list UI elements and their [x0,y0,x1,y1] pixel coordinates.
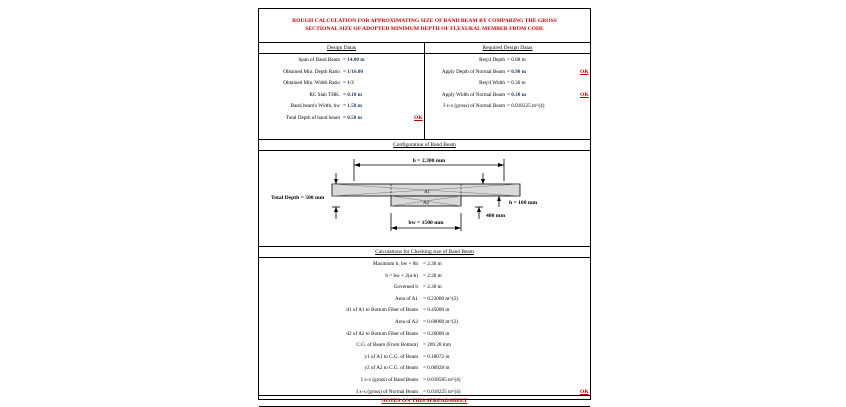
design-row [259,113,424,125]
required-value: = 0.30 m [507,91,526,98]
design-datas-header: Design Datas [259,43,424,54]
calc-label: Maximum b, bw + 8h [372,261,418,267]
design-value: = 0.10 m [343,91,362,98]
required-value: = 0.018225 m^(4) [507,103,545,110]
required-label: Apply Depth of Normal Beam [441,68,505,75]
bw-arrow-right [455,226,461,230]
calc-label: b = bw + 2(a-h) [385,272,418,279]
title-line-1: ROUGH CALCULATION FOR APPROXIMATING SIZE OF BAND BEAM BY COMPARING THE GROSS [292,17,557,24]
sheet-title [259,9,590,43]
h-arrowhead-bottom [497,196,501,201]
required-datas-header: Required Design Datas [425,43,590,54]
web-depth-label: 400 mm [486,213,506,219]
total-depth-arrowhead-bottom [334,207,338,212]
normal-depth-ok-flag: OK [580,68,589,75]
spreadsheet-sheet [258,8,591,404]
required-row [425,55,590,67]
calc-row [259,375,590,387]
required-label: Req'd Width [479,80,505,87]
configuration-header: Configuration of Band Beam [259,140,590,151]
bw-label: bw = 1500 mm [408,220,444,226]
calc-row [259,317,590,329]
total-depth-arrowhead-top [334,179,338,184]
inertia-ok-flag: OK [580,388,589,395]
calc-value: = 2.30 m [423,272,442,279]
design-row [259,67,424,79]
required-value: = 0.88 m [507,57,526,63]
required-row [425,90,590,102]
required-value: = 0.90 m [507,68,526,75]
design-data-section [259,43,590,140]
calc-label: I x-x (gross) of Band Beam [361,376,418,383]
calc-value: = 2.30 m [423,284,442,291]
design-label: Obtained Min. Width Ratio [283,80,340,87]
calc-row [259,329,590,341]
calc-row [259,387,590,399]
design-row [259,90,424,102]
calc-label: y1 of A1 to C.G. of Beam [364,353,418,360]
design-row [259,78,424,90]
calc-value: = 0.018225 m^(4) [423,388,461,395]
calc-label: C.G. of Beam (From Bottom) [356,342,418,349]
depth-ok-flag: OK [414,114,423,121]
calc-value: = 0.018585 m^(4) [423,376,461,383]
total-depth-label: Total Depth = 500 mm [271,195,325,201]
required-label: Apply Width of Normal Beam [441,91,505,98]
bw-arrow-left [391,226,397,230]
notes-header: NOTES ON THIS SPREADSHEET [259,396,590,407]
a1-label: A1 [423,190,431,195]
required-row [425,78,590,90]
design-row [259,101,424,113]
design-value: = 14.00 m [343,57,365,63]
h-arrowhead-top [481,179,485,184]
design-datas-panel [259,43,425,139]
required-row [425,101,590,113]
design-row [259,55,424,67]
calc-label: Governed b [393,284,418,291]
calc-value: = 0.20000 m [423,330,450,337]
calc-row [259,305,590,317]
required-label: I x-x (gross) of Normal Beam [443,103,505,110]
calc-label: I x-x (gross) of Normal Beam [356,388,418,395]
calc-label: Area of A2 [394,318,418,325]
h-label: h = 100 mm [509,200,538,206]
normal-width-ok-flag: OK [580,91,589,98]
b-label: b = 2,300 mm [412,158,446,164]
design-label: Total Depth of band beam [285,114,340,121]
calc-value: = 0.45000 m [423,307,450,314]
design-value: = 1/16.00 [343,68,363,75]
calculations-panel [259,258,590,396]
calc-value: = 0.60000 m^(2) [423,318,458,325]
calc-value: = 0.06928 m [423,365,450,372]
calculations-header: Calculations for Checking size of Band Beam [259,247,590,258]
band-beam-svg [259,151,590,246]
calc-row [259,282,590,294]
web-depth-arrowhead [477,207,481,212]
calc-label: Area of A1 [394,295,418,302]
calc-value: = 0.18072 m [423,353,450,360]
design-value: = 1/3 [343,80,354,87]
a2-label: A2 [422,201,430,206]
calc-row [259,352,590,364]
calc-label: d1 of A1 to Bottom Fiber of Beam [346,307,418,314]
calc-value: = 269.28 mm [423,342,451,349]
required-row [425,67,590,79]
required-datas-panel [425,43,590,139]
calc-label: d2 of A2 to Bottom Fiber of Beam [346,330,418,337]
design-label: RC Slab THK. [309,91,340,98]
title-line-2: SECTIONAL SIZE OF ADOPTED MINIMUM DEPTH OF FLEXURAL MEMBER FROM CODE [305,25,544,32]
design-label: Obtained Min. Depth Ratio [283,68,340,75]
calc-row [259,340,590,352]
calc-row [259,259,590,271]
calc-row [259,363,590,375]
design-label: Span of Band Beam [298,57,340,63]
calc-row [259,294,590,306]
calc-value: = 2.30 m [423,261,442,267]
required-label: Req'd Depth [479,57,505,63]
calc-value: = 0.23000 m^(2) [423,295,458,302]
b-arrow-right [498,163,504,167]
required-value: = 0.30 m [507,80,526,87]
design-value: = 0.50 m [343,114,362,121]
b-arrow-left [354,163,360,167]
band-beam-diagram [259,151,590,247]
calc-label: y2 of A2 to C.G. of Beam [364,365,418,372]
design-label: Band beam's Width, bw [290,103,340,110]
design-value: = 1.50 m [343,103,362,110]
calc-row [259,271,590,283]
